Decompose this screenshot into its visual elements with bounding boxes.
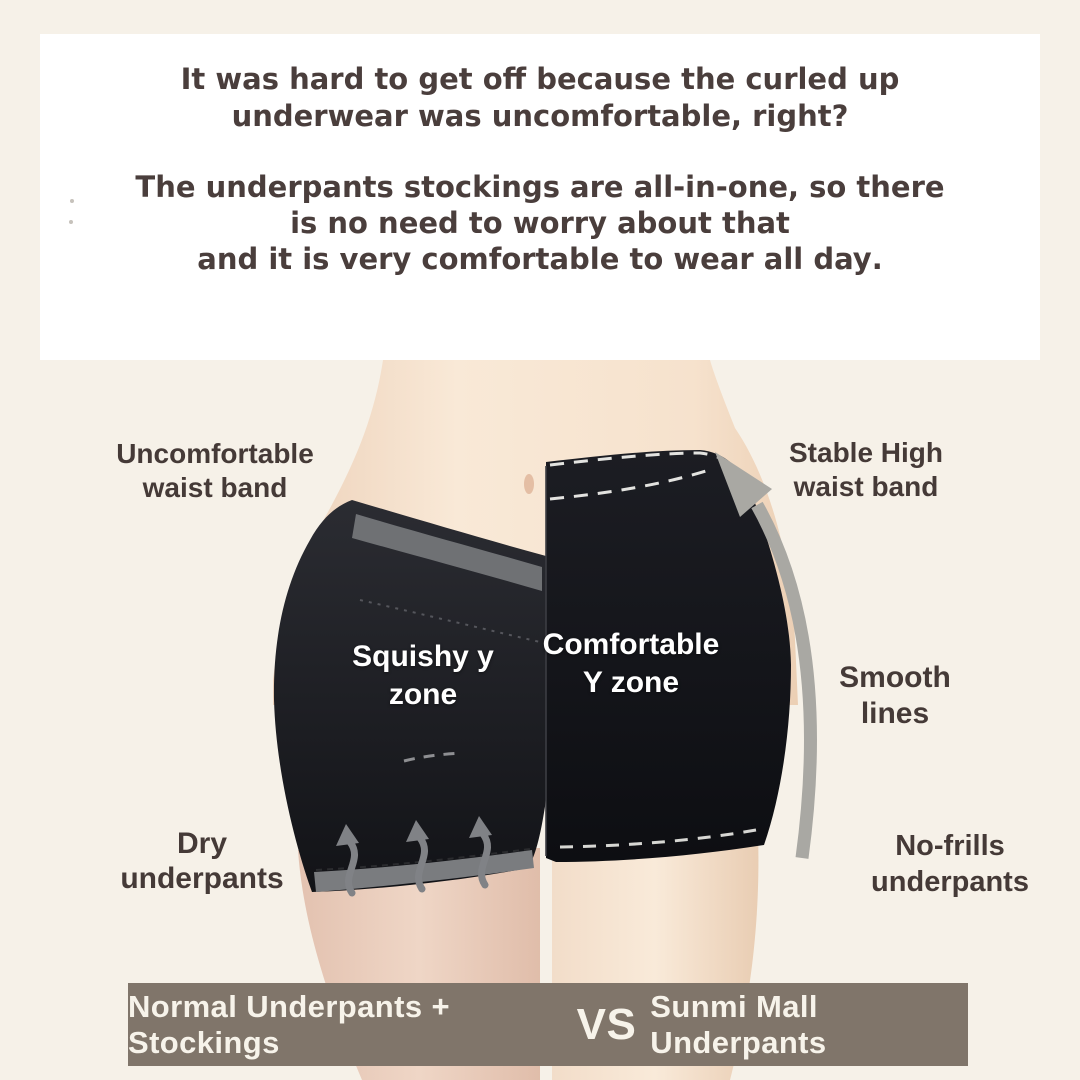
garment-label-squishy-y-zone: [352, 638, 494, 714]
callout-line: underpants: [871, 866, 1029, 898]
banner-left-text: Normal Underpants + Stockings: [128, 988, 450, 1060]
callout-line: lines: [860, 697, 930, 730]
banner-right-text: Sunmi Mall Underpants: [650, 988, 827, 1060]
intro-p2-line2: is no need to worry about that: [290, 206, 790, 240]
callout-smooth-lines: [839, 660, 951, 732]
callout-line: waist band: [793, 471, 939, 502]
navel: [524, 474, 534, 494]
garment-label-line: Y zone: [582, 666, 680, 699]
callout-uncomfortable-waistband: [116, 437, 314, 505]
comparison-banner: [128, 983, 968, 1066]
intro-card: [40, 34, 1040, 360]
callout-line: Dry: [176, 827, 228, 860]
callout-line: No-frills: [895, 830, 1005, 862]
banner-vs-text: VS: [576, 999, 637, 1049]
intro-p2-line1: The underpants stockings are all-in-one, so there: [135, 170, 945, 204]
callout-line: waist band: [142, 472, 288, 503]
callout-line: Stable High: [788, 437, 944, 468]
garment-label-line: zone: [388, 678, 458, 711]
intro-p1-line1: It was hard to get off because the curled up: [180, 62, 900, 96]
intro-p2-line3-prefix: and it is: [197, 242, 340, 276]
intro-p2-line3-emphasis: very comfortable to wear all day: [339, 242, 872, 276]
callout-line: Smooth: [839, 661, 951, 694]
intro-paragraph-2: [40, 169, 1040, 277]
callout-stable-high-waistband: [789, 436, 943, 504]
intro-p2-line3: [40, 241, 1040, 277]
garment-label-line: Comfortable: [542, 628, 720, 661]
callout-no-frills-underpants: [871, 828, 1029, 900]
intro-paragraph-1: [40, 61, 1040, 135]
intro-p2-line3-suffix: .: [871, 242, 883, 276]
callout-line: underpants: [120, 862, 284, 895]
garment-label-comfortable-y-zone: [543, 626, 720, 702]
print-speck: [69, 220, 73, 224]
garment-label-line: Squishy y: [352, 640, 494, 673]
callout-dry-underpants: [120, 826, 283, 896]
intro-p1-line2: underwear was uncomfortable, right?: [231, 99, 849, 133]
print-speck: [70, 199, 74, 203]
callout-line: Uncomfortable: [116, 438, 314, 469]
